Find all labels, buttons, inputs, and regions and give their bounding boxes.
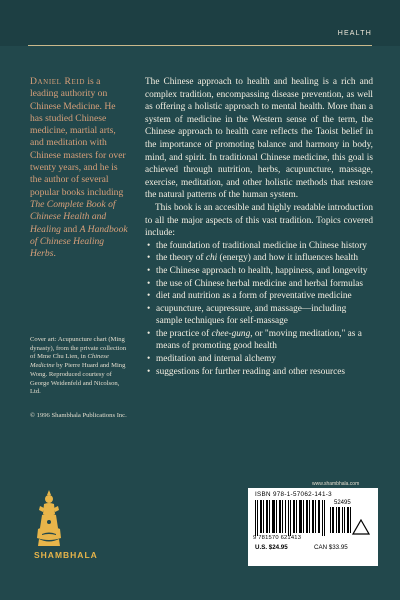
cover-credit-text: by Pierre Huard and Ming Wong. Reproduced courtesy of George Weidenfeld and Nicolson, Ltd.: [30, 362, 126, 396]
description-paragraph: The Chinese approach to health and healing is a rich and complex tradition, encompassing disease prevention, as well as offering a holistic approach to mental health. More than a system of medicine in the Western sense of the term, the Chinese approach to health care reflects the Taoist belief in the importance of promoting balance and harmony in body, mind, and spirit. In traditional Chinese medicine, this goal is achieved through nutrition, herbs, acupuncture, massage, exercise, meditation, and other holistic methods that restore the natural patterns of the human system.: [145, 77, 373, 201]
triangle-icon: [352, 519, 370, 535]
isbn-label: ISBN 978-1-57062-141-3: [255, 491, 332, 498]
topic-item: • the practice of chee-gung, or "moving meditation," as a means of promoting good health: [145, 328, 373, 353]
us-price: U.S. $24.95: [255, 544, 288, 551]
book-title-1: The Complete Book of Chinese Health and Healing: [30, 198, 116, 235]
barcode-icon: [255, 500, 327, 536]
author-bio: [30, 76, 128, 260]
topic-item: • the Chinese approach to health, happiness, and longevity: [145, 265, 373, 278]
topic-item: • the foundation of traditional medicine in Chinese history: [145, 240, 373, 253]
author-bio-text: .: [53, 248, 56, 260]
shambhala-deity-icon: [36, 488, 62, 548]
topic-item: • the use of Chinese herbal medicine and herbal formulas: [145, 278, 373, 291]
can-price: CAN $33.95: [314, 544, 348, 551]
topic-item: • suggestions for further reading and other resources: [145, 366, 373, 379]
barcode-digits: 9 781570 621413: [253, 535, 302, 541]
topic-item: • acupuncture, acupressure, and massage—including sample techniques for self-massage: [145, 303, 373, 328]
topics-list: [145, 240, 373, 379]
publisher-name: SHAMBHALA: [34, 550, 98, 560]
cover-credit-text: Cover art: Acupuncture chart (Ming dynasty), from the private collection of Mme Chu Lien, in: [30, 336, 127, 361]
barcode-panel: [248, 488, 378, 566]
cover-credit: [30, 336, 128, 397]
publisher-website: www.shambhala.com: [312, 481, 360, 487]
publisher-logo: [34, 488, 124, 568]
description-paragraph: This book is an accesible and highly readable introduction to all the major aspects of this vast tradition. Topics covered include:: [145, 202, 373, 239]
author-name: Daniel Reid: [30, 76, 85, 87]
copyright: © 1996 Shambhala Publications Inc.: [30, 412, 127, 419]
author-bio-text: is a leading authority on Chinese Medicine. He has studied Chinese medicine, martial arts, and meditation with Chinese masters for over twenty years, and he is the author of several popular books including: [30, 76, 126, 198]
book-description: [145, 76, 373, 378]
header-rule: [28, 45, 372, 46]
header-band: [0, 0, 400, 46]
topic-item: • the theory of chi (energy) and how it influences health: [145, 252, 373, 265]
book-title-2: A Handbook of Chinese Healing Herbs: [30, 223, 128, 260]
topic-item: • diet and nutrition as a form of preventative medicine: [145, 290, 373, 303]
author-bio-text: and: [60, 223, 80, 235]
topic-item: • meditation and internal alchemy: [145, 353, 373, 366]
cover-credit-book: Chinese Medicine: [30, 353, 109, 370]
price-code: 52495: [334, 500, 351, 506]
addon-barcode-icon: [330, 507, 352, 533]
category-label: HEALTH: [337, 30, 372, 37]
